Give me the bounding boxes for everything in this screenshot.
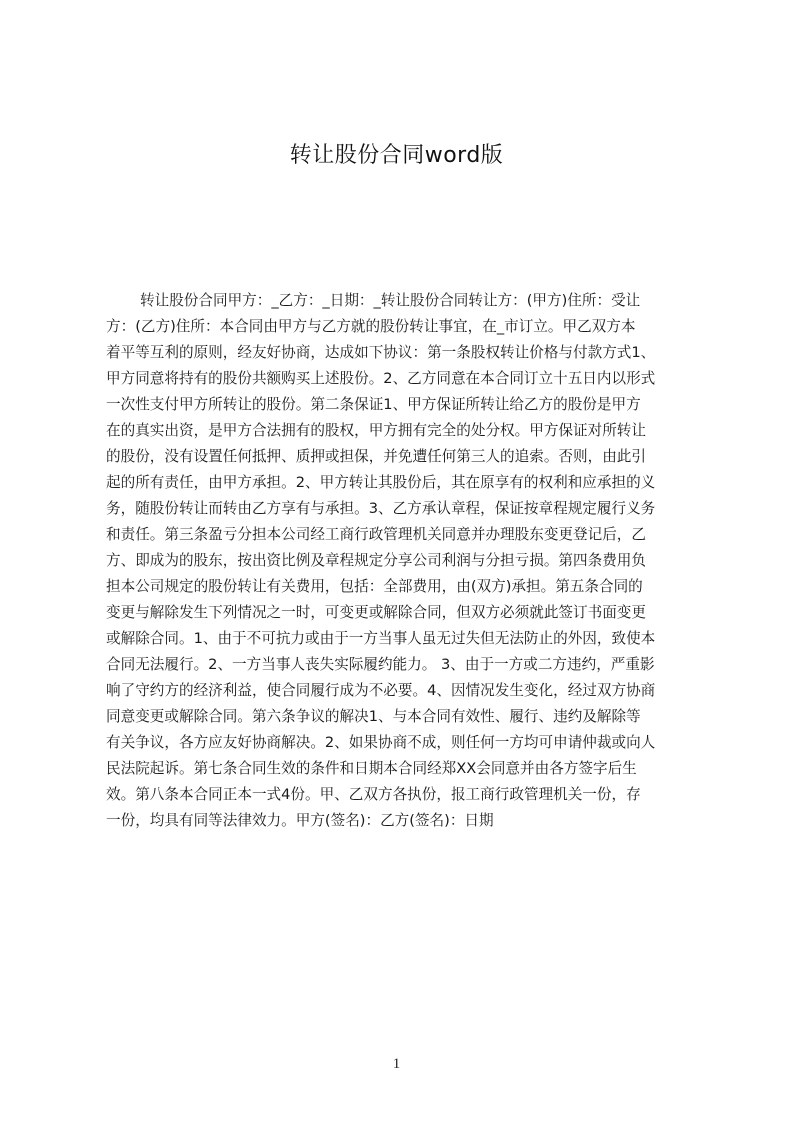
body-line: 务，随股份转让而转由乙方享有与承担。3、乙方承认章程，保证按章程规定履行义务 [106,500,656,517]
body-line: 在的真实出资，是甲方合法拥有的股权，甲方拥有完全的处分权。甲方保证对所转让 [106,422,646,439]
body-line: 着平等互利的原则，经友好协商，达成如下协议：第一条股权转让价格与付款方式1、 [106,344,656,361]
contract-body [106,288,696,848]
body-line: 甲方同意将持有的股份共额购买上述股份。2、乙方同意在本合同订立十五日内以形式 [106,370,656,387]
body-line: 方、即成为的股东，按出资比例及章程规定分享公司利润与分担亏损。第四条费用负 [106,552,646,569]
body-line: 或解除合同。1、由于不可抗力或由于一方当事人虽无过失但无法防止的外因，致使本 [106,630,656,647]
body-line: 合同无法履行。2、一方当事人丧失实际履约能力。 3、由于一方或二方违约，严重影 [106,656,655,673]
body-line: 变更与解除发生下列情况之一时，可变更或解除合同，但双方必须就此签订书面变更 [106,604,646,621]
body-line: 同意变更或解除合同。第六条争议的解决1、与本合同有效性、履行、违约及解除等 [106,708,641,725]
page-number: 1 [392,1056,401,1072]
document-title: 转让股份合同word版 [289,143,504,168]
body-line: 担本公司规定的股份转让有关费用，包括：全部费用，由(双方)承担。第五条合同的 [106,578,643,595]
body-line: 和责任。第三条盈亏分担本公司经工商行政管理机关同意并办理股东变更登记后，乙 [106,526,646,543]
body-line: 响了守约方的经济利益，使合同履行成为不必要。4、因情况发生变化，经过双方协商 [106,682,656,699]
body-line: 效。第八条本合同正本一式4份。甲、乙双方各执份，报工商行政管理机关一份，存 [106,786,641,803]
body-line: 转让股份合同甲方：_乙方：_日期：_转让股份合同转让方：(甲方)住所：受让 [140,292,641,309]
body-line: 有关争议，各方应友好协商解决。2、如果协商不成，则任何一方均可申请仲裁或向人 [106,734,656,751]
body-line: 一份，均具有同等法律效力。甲方(签名)：乙方(签名)：日期 [106,812,494,829]
body-line: 一次性支付甲方所转让的股份。第二条保证1、甲方保证所转让给乙方的股份是甲方 [106,396,641,413]
body-line: 方：(乙方)住所：本合同由甲方与乙方就的股份转让事宜，在_市订立。甲乙双方本 [106,318,636,335]
body-line: 民法院起诉。第七条合同生效的条件和日期本合同经郑XX会同意并由各方签字后生 [106,760,637,777]
body-line: 的股份，没有设置任何抵押、质押或担保，并免遭任何第三人的追索。否则，由此引 [106,448,646,465]
body-line: 起的所有责任，由甲方承担。2、甲方转让其股份后，其在原享有的权利和应承担的义 [106,474,656,491]
